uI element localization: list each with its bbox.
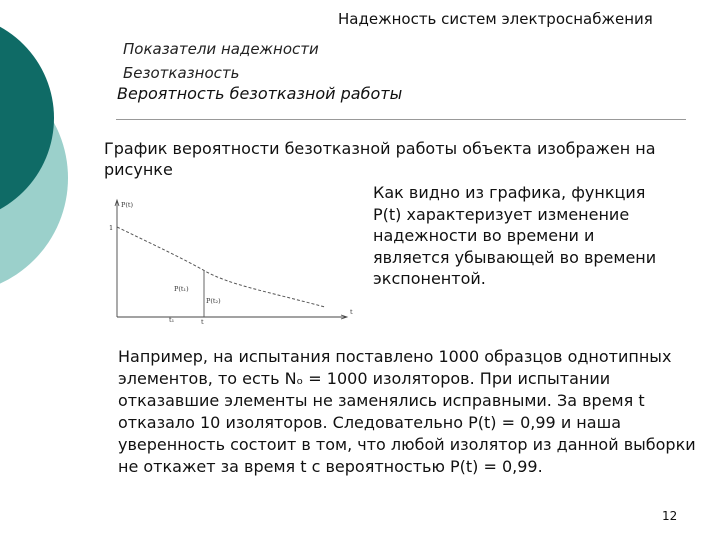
y-axis-label: P(t) (121, 201, 134, 209)
presentation-title: Надежность систем электроснабжения (338, 10, 653, 28)
x-label-t1: t₁ (169, 316, 175, 324)
page-number: 12 (662, 509, 678, 523)
y-tick-one: 1 (109, 224, 114, 232)
reliability-curve (117, 227, 325, 307)
point-label: P(t₁) (174, 285, 189, 293)
slide-title: Вероятность безотказной работы (117, 84, 403, 103)
title-divider (116, 119, 686, 120)
reliability-graph (100, 193, 360, 325)
intro-paragraph: График вероятности безотказной работы объекта изображен на рисунке (104, 139, 656, 179)
subsection-heading: Безотказность (123, 64, 240, 82)
graph-explanation: Как видно из графика, функция P(t) характеризует изменение надежности во времени и является убывающей во времени экспонентой. (373, 183, 657, 288)
section-heading: Показатели надежности (123, 40, 319, 58)
decorative-circles (0, 0, 90, 300)
curve-label: P(t₂) (206, 297, 221, 305)
x-label-t: t (201, 318, 204, 325)
example-paragraph: Например, на испытания поставлено 1000 образцов однотипных элементов, то есть Nₒ = 1000 изоляторов. При испытании отказавшие элементы не заменялись исправными. За время t отказало 10 изоляторов. Следовательно P(t) = 0,99 и наша уверенность состоит в том, что любой изолятор из данной выборки не откажет за время t с вероятностью P(t) = 0,99. (118, 347, 696, 476)
x-axis-label: t (350, 308, 353, 316)
